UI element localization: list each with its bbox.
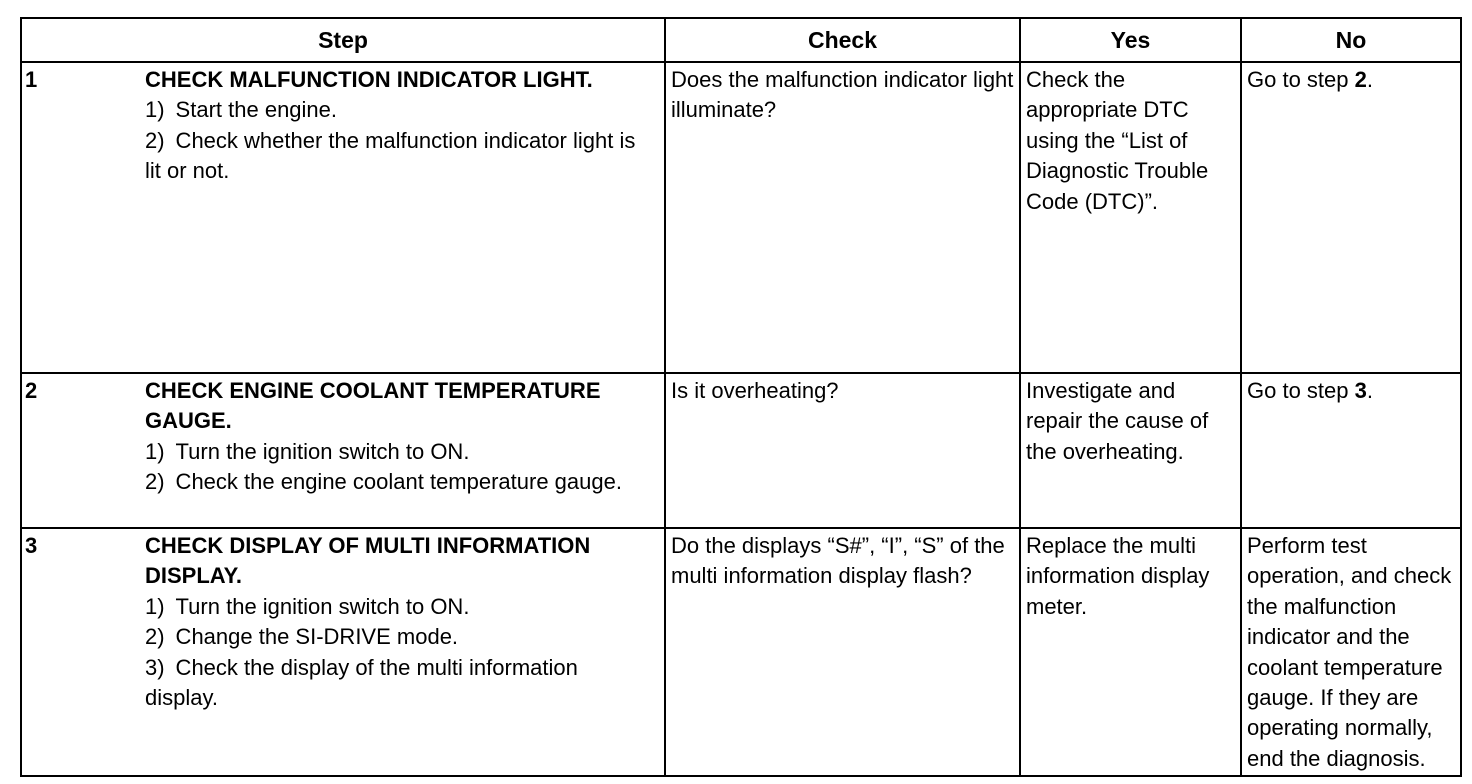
check-cell: Is it overheating?	[665, 373, 1020, 528]
header-row	[21, 18, 1461, 62]
step-number: 2	[25, 378, 38, 403]
table-row	[21, 373, 1461, 528]
no-suffix: .	[1366, 67, 1373, 92]
step-title: CHECK MALFUNCTION INDICATOR LIGHT.	[145, 67, 593, 92]
substep: 2) Check whether the malfunction indicator light is lit or not.	[145, 127, 642, 184]
no-cell: Perform test operation, and check the malfunction indicator and the coolant temperature gauge. If they are operating normally, end the diagnosis.	[1241, 528, 1461, 776]
no-suffix: .	[1366, 378, 1373, 403]
diagnostic-table	[20, 17, 1462, 777]
step-cell	[21, 528, 665, 776]
header-no: No	[1241, 18, 1461, 62]
check-cell: Does the malfunction indicator light illuminate?	[665, 62, 1020, 373]
step-cell	[21, 373, 665, 528]
step-cell	[21, 62, 665, 373]
header-step: Step	[21, 18, 665, 62]
no-cell	[1241, 62, 1461, 373]
no-step-ref: 2	[1354, 67, 1367, 92]
yes-cell: Investigate and repair the cause of the overheating.	[1020, 373, 1241, 528]
no-text: Go to step	[1247, 378, 1355, 403]
step-title: CHECK ENGINE COOLANT TEMPERATURE GAUGE.	[145, 378, 601, 434]
substep: 2) Check the engine coolant temperature gauge.	[145, 469, 622, 495]
step-number: 3	[25, 533, 38, 558]
check-cell: Do the displays “S#”, “I”, “S” of the multi information display flash?	[665, 528, 1020, 776]
substep: 2) Change the SI-DRIVE mode.	[145, 624, 459, 650]
no-text: Go to step	[1247, 67, 1355, 92]
no-cell	[1241, 373, 1461, 528]
table-row	[21, 528, 1461, 776]
substep: 1) Turn the ignition switch to ON.	[145, 438, 470, 464]
step-title: CHECK DISPLAY OF MULTI INFORMATION DISPLAY.	[145, 533, 591, 589]
substep: 1) Turn the ignition switch to ON.	[145, 593, 470, 619]
header-check: Check	[665, 18, 1020, 62]
table-row	[21, 62, 1461, 373]
yes-cell: Check the appropriate DTC using the “List of Diagnostic Trouble Code (DTC)”.	[1020, 62, 1241, 373]
no-step-ref: 3	[1354, 378, 1367, 403]
yes-cell: Replace the multi information display meter.	[1020, 528, 1241, 776]
substep: 1) Start the engine.	[145, 97, 338, 123]
step-number: 1	[25, 67, 38, 92]
header-yes: Yes	[1020, 18, 1241, 62]
substep: 3) Check the display of the multi information display.	[145, 654, 584, 711]
